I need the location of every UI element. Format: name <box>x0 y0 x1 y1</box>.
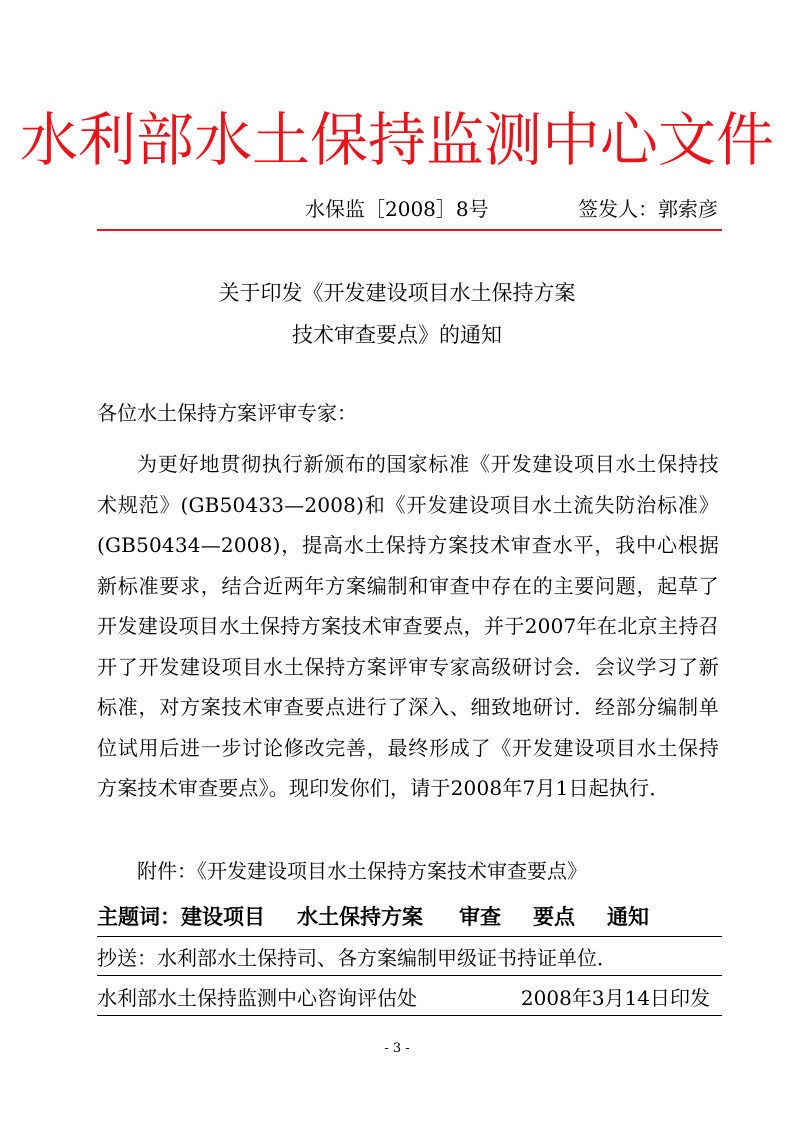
body-paragraph: 为更好地贯彻执行新颁布的国家标准《开发建设项目水土保持技术规范》(GB50433—2008)和《开发建设项目水土流失防治标准》(GB50434—2008)，提高水土保持方案技术审查水平，我中心根据新标准要求，结合近两年方案编制和审查中存在的主要问题，起草了开发建设项目水土保持方案技术审查要点，并于2007年在北京主持召开了开发建设项目水土保持方案评审专家高级研讨会．会议学习了新标准，对方案技术审查要点进行了深入、细致地研讨．经部分编制单位试用后进一步讨论修改完善，最终形成了《开发建设项目水土保持方案技术审查要点》。现印发你们，请于2008年7月1日起执行． <box>97 452 719 800</box>
keywords-row <box>97 900 722 934</box>
keyword-item: 通知 <box>607 905 649 929</box>
divider-line <box>97 936 722 937</box>
notice-title-line-2: 技术审查要点》的通知 <box>292 323 502 347</box>
red-divider <box>97 229 722 231</box>
issuer: 签发人：郭索彦 <box>578 197 718 221</box>
cc-line: 抄送：水利部水土保持司、各方案编制甲级证书持证单位． <box>97 946 617 970</box>
attachment-line: 附件：《开发建设项目水土保持方案技术审查要点》 <box>137 859 587 883</box>
document-number: 水保监［2008］8号 <box>305 197 489 221</box>
keyword-item: 要点 <box>533 905 575 929</box>
divider-line <box>97 1015 722 1016</box>
issue-date: 2008年3月14日印发 <box>520 986 710 1010</box>
issuing-office: 水利部水土保持监测中心咨询评估处 <box>97 986 417 1010</box>
document-header-title: 水利部水土保持监测中心文件 <box>19 106 774 174</box>
keyword-item: 审查 <box>459 905 501 929</box>
divider-line <box>97 975 722 976</box>
salutation: 各位水土保持方案评审专家： <box>97 401 357 425</box>
notice-title-line-1: 关于印发《开发建设项目水土保持方案 <box>218 281 576 305</box>
page-number: - 3 - <box>384 1041 410 1056</box>
keywords-label: 主题词： <box>97 905 181 929</box>
document-number-row <box>97 194 722 224</box>
footer-row <box>97 983 722 1013</box>
keyword-item: 水土保持方案 <box>297 905 423 929</box>
keyword-item: 建设项目 <box>181 905 265 929</box>
